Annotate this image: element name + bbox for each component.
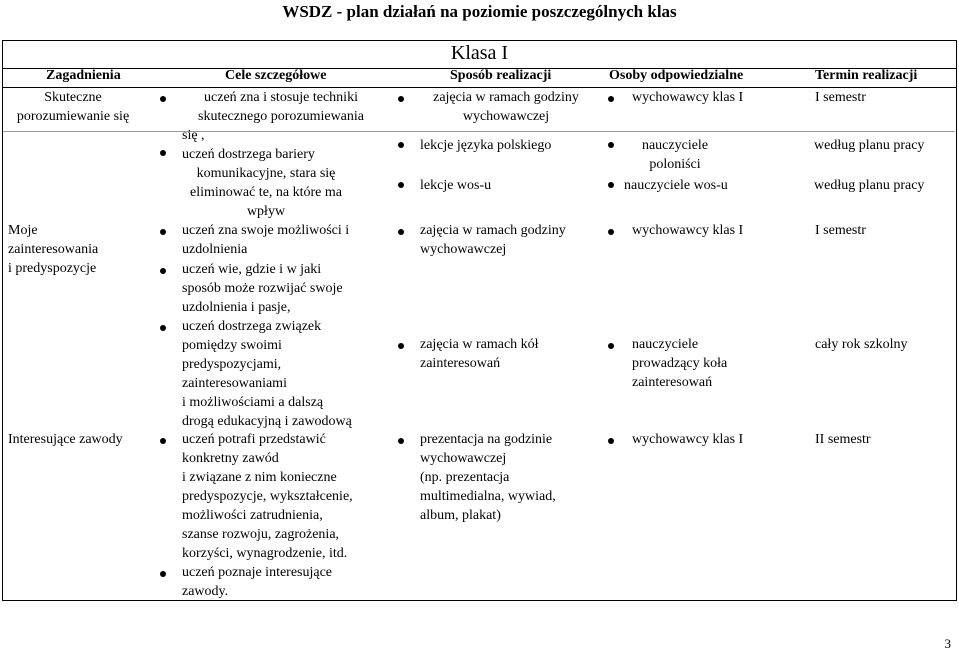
bullet-icon bbox=[398, 438, 404, 444]
bullet-icon bbox=[160, 150, 166, 156]
row3-cel-1: uczeń potrafi przedstawić konkretny zawód i związane z nim konieczne predyspozycje, wykształcenie, możliwości zatrudnienia, szanse rozwoju, zagrożenia, korzyści, wynagrodzenie, itd. bbox=[182, 432, 353, 561]
row1-termin-2: według planu pracy bbox=[814, 138, 925, 153]
row2-osoba-2: nauczyciele prowadzący koła zainteresowań bbox=[632, 337, 728, 390]
row1-osoba-3: nauczyciele wos-u bbox=[624, 178, 728, 193]
row3-osoba-1: wychowawcy klas I bbox=[632, 432, 744, 447]
header-zagadnienia: Zagadnienia bbox=[46, 68, 121, 83]
row1-cel-2: uczeń dostrzega bariery komunikacyjne, stara się eliminować te, na które ma wpływ bbox=[182, 147, 342, 219]
row1-osoba-1: wychowawcy klas I bbox=[632, 90, 744, 105]
bullet-icon bbox=[160, 325, 166, 331]
bullet-icon bbox=[398, 142, 404, 148]
table-bottom-border bbox=[2, 600, 957, 601]
row2-osoba-1: wychowawcy klas I bbox=[632, 223, 744, 238]
row1-cel-1: uczeń zna i stosuje techniki skutecznego porozumiewania się , bbox=[182, 90, 364, 143]
bullet-icon bbox=[160, 96, 166, 102]
row3-cel-2: uczeń poznaje interesujące zawody. bbox=[182, 565, 333, 599]
row1-sposob-1: zajęcia w ramach godziny wychowawczej bbox=[433, 90, 579, 124]
row1-zagadnienie: Skuteczne porozumiewanie się bbox=[16, 90, 130, 124]
header-cele: Cele szczegółowe bbox=[225, 68, 327, 83]
row1-sposob-3: lekcje wos-u bbox=[420, 178, 492, 193]
bullet-icon bbox=[160, 229, 166, 235]
row2-sposob-2: zajęcia w ramach kół zainteresowań bbox=[420, 337, 539, 371]
row2-zagadnienie: Moje zainteresowania i predyspozycje bbox=[8, 223, 99, 276]
bullet-icon bbox=[398, 343, 404, 349]
bullet-icon bbox=[608, 182, 614, 188]
bullet-icon bbox=[608, 142, 614, 148]
row2-termin-2: cały rok szkolny bbox=[815, 337, 908, 352]
row2-cel-1: uczeń zna swoje możliwości i uzdolnienia bbox=[182, 223, 350, 257]
bullet-icon bbox=[160, 571, 166, 577]
header-sposob: Sposób realizacji bbox=[450, 68, 552, 83]
bullet-icon bbox=[398, 182, 404, 188]
row3-sposob-1: prezentacja na godzinie wychowawczej (np. prezentacja multimedialna, wywiad, album, plakat) bbox=[420, 432, 556, 523]
table-top-border bbox=[2, 40, 956, 41]
bullet-icon bbox=[160, 438, 166, 444]
bullet-icon bbox=[160, 268, 166, 274]
header-termin: Termin realizacji bbox=[815, 68, 918, 83]
bullet-icon bbox=[398, 229, 404, 235]
page-number: 3 bbox=[944, 636, 951, 651]
row2-cel-3: uczeń dostrzega związek pomiędzy swoimi predyspozycjami, zainteresowaniami i możliwościami a dalszą drogą edukacyjną i zawodową bbox=[182, 319, 352, 429]
row-divider-1 bbox=[3, 131, 955, 132]
row3-termin-1: II semestr bbox=[815, 432, 871, 447]
row1-sposob-2: lekcje języka polskiego bbox=[420, 138, 552, 153]
row3-zagadnienie: Interesujące zawody bbox=[8, 432, 123, 447]
bullet-icon bbox=[608, 96, 614, 102]
document-title: WSDZ - plan działań na poziomie poszczególnych klas bbox=[282, 2, 677, 21]
row1-osoba-2: nauczyciele poloniści bbox=[641, 138, 709, 172]
header-osoby: Osoby odpowiedzialne bbox=[609, 68, 744, 83]
table-left-border bbox=[2, 40, 3, 600]
table-right-border bbox=[956, 40, 957, 600]
row2-termin-1: I semestr bbox=[815, 223, 866, 238]
bullet-icon bbox=[398, 96, 404, 102]
row2-cel-2: uczeń wie, gdzie i w jaki sposób może rozwijać swoje uzdolnienia i pasje, bbox=[182, 262, 343, 315]
row2-sposob-1: zajęcia w ramach godziny wychowawczej bbox=[420, 223, 566, 257]
row1-termin-3: według planu pracy bbox=[814, 178, 925, 193]
row1-termin-1: I semestr bbox=[815, 90, 866, 105]
bullet-icon bbox=[608, 229, 614, 235]
bullet-icon bbox=[608, 438, 614, 444]
class-heading: Klasa I bbox=[450, 42, 509, 64]
bullet-icon bbox=[608, 343, 614, 349]
